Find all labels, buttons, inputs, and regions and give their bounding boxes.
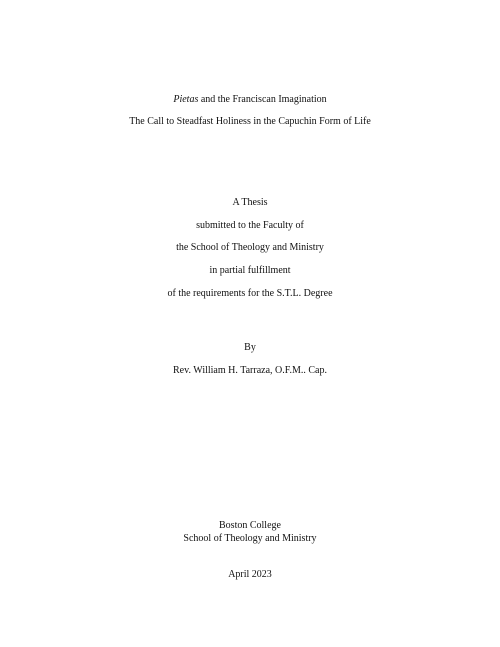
submission-date: April 2023 xyxy=(228,569,272,580)
institution-school: School of Theology and Ministry xyxy=(183,533,317,544)
school-name-line: the School of Theology and Ministry xyxy=(176,242,324,253)
thesis-title xyxy=(0,94,500,106)
thesis-label: A Thesis xyxy=(232,197,268,208)
partial-fulfillment-line: in partial fulfillment xyxy=(209,265,291,276)
author-name: Rev. William H. Tarraza, O.F.M.. Cap. xyxy=(173,365,327,376)
institution-name: Boston College xyxy=(219,520,281,531)
title-rest: and the Franciscan Imagination xyxy=(198,94,327,105)
by-label: By xyxy=(244,342,256,353)
title-italic-word: Pietas xyxy=(173,94,199,105)
submitted-to-line: submitted to the Faculty of xyxy=(196,220,304,231)
thesis-subtitle: The Call to Steadfast Holiness in the Capuchin Form of Life xyxy=(129,116,371,127)
degree-requirements-line: of the requirements for the S.T.L. Degree xyxy=(167,288,333,299)
